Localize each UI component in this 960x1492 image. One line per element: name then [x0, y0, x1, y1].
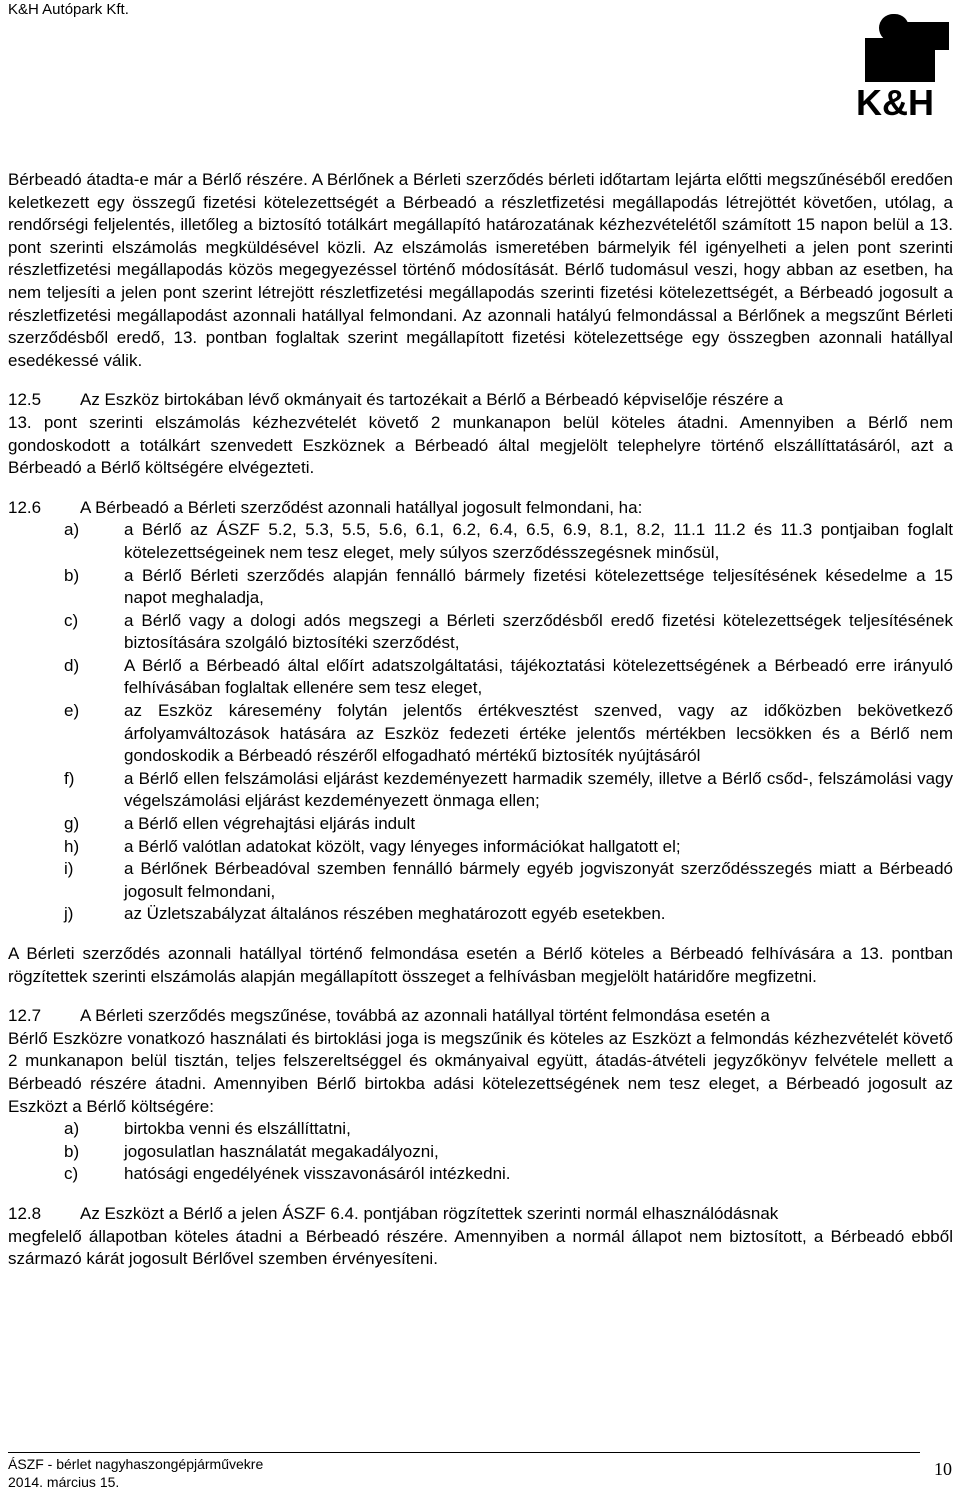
section-text: 13. pont szerinti elszámolás kézhezvételét követő 2 munkanapon belül köteles átadni. Amennyiben a Bérlő nem gondoskodott a totálkárt szenvedett Eszköznek a Bérbeadó által megjelölt telephelyre történő elszállíttatásáról, azt a Bérbeadó a Bérlő költségére elvégezteti.: [8, 412, 953, 478]
section-12-5: [8, 389, 953, 479]
list-item: i) a Bérlőnek Bérbeadóval szemben fennálló bármely egyéb jogviszonyát szerződésszegés miatt a Bérbeadó jogosult felmondani,: [64, 859, 953, 901]
list-item: b) a Bérlő Bérleti szerződés alapján fennálló bármely fizetési kötelezettsége teljesítésének késedelme a 15 napot meghaladja,: [64, 565, 953, 608]
list-item: d) A Bérlő a Bérbeadó által előírt adatszolgáltatási, tájékoztatási kötelezettségének a Bérbeadó erre irányuló felhívásában foglaltak ellenére sem tesz eleget,: [64, 655, 953, 698]
list-item: e) az Eszköz káresemény folytán jelentős értékvesztést szenved, vagy az időközben bekövetkező árfolyamváltozások hatására az Eszköz fedezeti értéke jelentős mértékben lecsökken és a Bérlő nem gondoskodik a Bérbeadó részéről elfogadható mértékű biztosíték nyújtásáról: [64, 701, 953, 766]
termination-list: [8, 519, 953, 926]
company-name: K&H Autópark Kft.: [8, 1, 129, 18]
section-number: 12.6: [8, 497, 42, 517]
list-item: a) a Bérlő az ÁSZF 5.2, 5.3, 5.5, 5.6, 6.1, 6.2, 6.4, 6.5, 6.9, 8.1, 8.2, 11.1 11.2 és 11.3 pontjaiban foglalt kötelezettségeinek nem tesz eleget, mely súlyos szerződésszegésnek minősül,: [64, 520, 953, 562]
section-text: megfelelő állapotban köteles átadni a Bérbeadó részére. Amennyiben a normál állapot nem biztosított, a Bérbeadó ebből származó kárát jogosult Bérlővel szemben érvényesíteni.: [8, 1226, 953, 1269]
document-body: [8, 169, 953, 1271]
section-text: Bérlő Eszközre vonatkozó használati és birtoklási joga is megszűnik és köteles az Eszközt a felmondás kézhezvételét követő 2 munkanapon belül tisztán, teljes felszereltséggel és okmányaival együtt, átadás-átvételi jegyzőkönyv felvétele mellett a Bérbeadó részére átadni. Amennyiben Bérlő birtokba adási kötelezettségének nem tesz eleget, a Bérbeadó jogosult az Eszközt a Bérlő költségére:: [8, 1028, 953, 1116]
kh-logo: [833, 14, 957, 118]
list-item: a) birtokba venni és elszállíttatni,: [64, 1119, 351, 1139]
list-item: c) hatósági engedélyének visszavonásáról intézkedni.: [64, 1164, 511, 1184]
page-number: 10: [934, 1459, 952, 1479]
list-item: h) a Bérlő valótlan adatokat közölt, vagy lényeges információkat hallgatott el;: [64, 836, 681, 856]
list-item: g) a Bérlő ellen végrehajtási eljárás indult: [64, 814, 416, 834]
section-number: 12.8: [8, 1203, 42, 1223]
footer-info: [8, 1455, 263, 1491]
section-12-7: [8, 1005, 953, 1186]
section-first-line: A Bérleti szerződés megszűnése, továbbá az azonnali hatállyal történt felmondása esetén a: [80, 1006, 770, 1026]
logo-text: K&H: [856, 82, 934, 118]
section-first-line: Az Eszköz birtokában lévő okmányait és tartozékait a Bérlő a Bérbeadó képviselője részére a: [80, 390, 784, 410]
footer-doc-title: ÁSZF - bérlet nagyhaszongépjárművekre: [8, 1456, 264, 1472]
list-item: j) az Üzletszabályzat általános részében meghatározott egyéb esetekben.: [64, 904, 666, 924]
possession-list: [8, 1118, 953, 1186]
footer-divider: [8, 1452, 920, 1453]
section-text: A Bérleti szerződés azonnali hatállyal történő felmondása esetén a Bérlő köteles a Bérbeadó felhívására a 13. pontban rögzítettek szerinti elszámolás alapján megállapított összeget a felhívásban megjelölt határidőre megfizetni.: [8, 944, 953, 986]
intro-paragraph: Bérbeadó átadta-e már a Bérlő részére. A Bérlőnek a Bérleti szerződés bérleti időtartam lejárta előtti megszűnéséből eredően keletkezett egy összegű fizetési kötelezettségét a Bérbeadó a részletfizetési megállapodás létrejöttét követően, utólag, a rendőrségi feljelentés, illetőleg a biztosító totálkárt megállapító határozatának kézhezvételétől számított 15 napon belül a 13. pont szerinti elszámolás megküldésével közli. Az elszámolás ismeretében bármelyik fél igényelheti a jelen pont szerinti részletfizetési megállapodás közös megegyezéssel történő módosítását. Bérlő tudomásul veszi, hogy abban az esetben, ha nem teljesíti a jelen pont szerint létrejött részletfizetési megállapodás szerinti fizetési kötelezettségét, a Bérbeadó jogosult a részletfizetési megállapodást azonnali hatállyal felmondani. Az azonnali hatályú felmondással a Bérlőnek a megszűnt Bérleti szerződésből eredő, 13. pontban foglaltak szerint megállapított fizetési kötelezettsége egy összegben azonnali hatállyal esedékessé válik.: [8, 170, 953, 370]
section-first-line: Az Eszközt a Bérlő a jelen ÁSZF 6.4. pontjában rögzítettek szerinti normál elhasználódásnak: [80, 1203, 779, 1223]
footer-date: 2014. március 15.: [8, 1474, 120, 1490]
section-number: 12.5: [8, 390, 42, 410]
list-item: c) a Bérlő vagy a dologi adós megszegi a Bérleti szerződésből eredő fizetési kötelezettségek teljesítésének biztosítására szolgáló biztosítéki szerződést,: [64, 610, 953, 653]
section-12-8: [8, 1203, 953, 1271]
section-12-6: [8, 497, 953, 988]
section-title: A Bérbeadó a Bérleti szerződést azonnali hatállyal jogosult felmondani, ha:: [80, 497, 643, 517]
list-item: b) jogosulatlan használatát megakadályozni,: [64, 1141, 439, 1161]
list-item: f) a Bérlő ellen felszámolási eljárást kezdeményezett harmadik személy, illetve a Bérlő csőd-, felszámolási vagy végelszámolási eljárást kezdeményezett önmaga ellen;: [64, 768, 953, 811]
section-number: 12.7: [8, 1006, 42, 1026]
